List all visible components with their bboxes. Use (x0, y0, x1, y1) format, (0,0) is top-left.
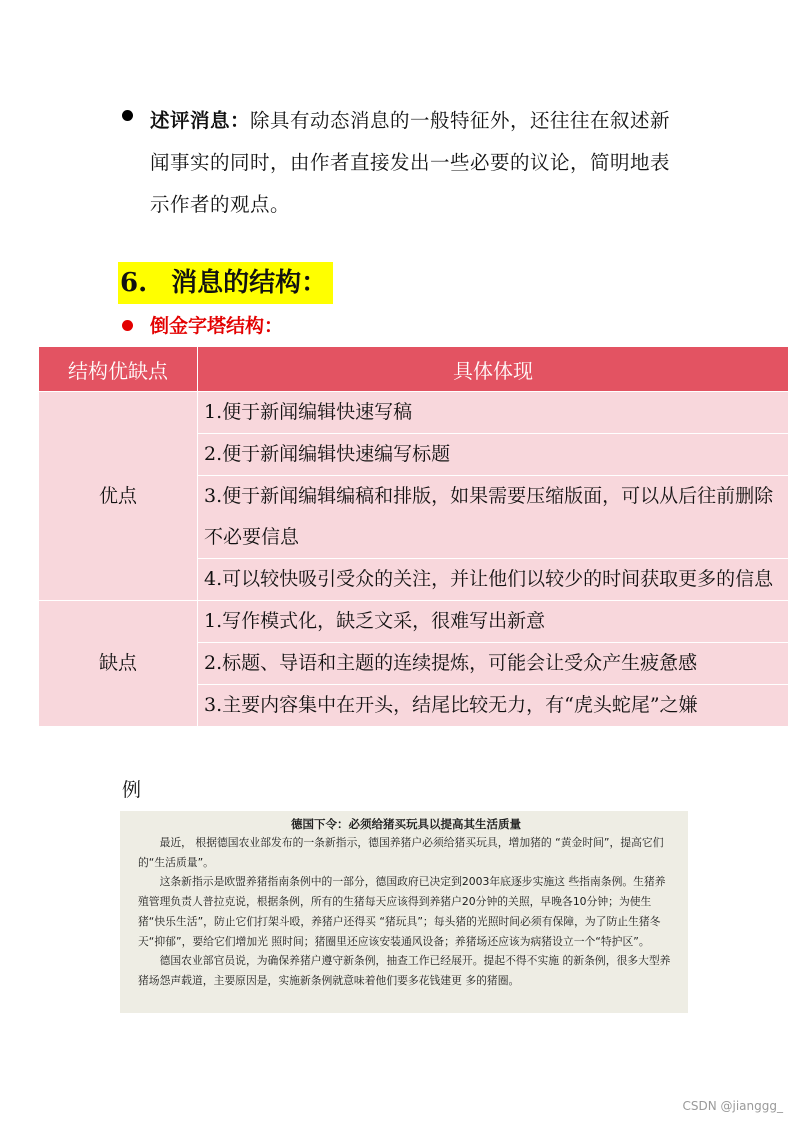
bullet-paragraph (150, 100, 682, 226)
pros-item-4: 4.可以较快吸引受众的关注，并让他们以较少的时间获取更多的信息 (198, 559, 789, 601)
news-paragraph-3: 德国农业部官员说，为确保养猪户遵守新条例，抽查工作已经展开。提起不得不实施 的新条例，很多大型养猪场怨声载道，主要原因是，实施新条例就意味着他们要多花钱建更 多的猪圈。 (138, 954, 671, 987)
section-number: 6. (120, 268, 148, 298)
inverted-pyramid-bullet (122, 313, 283, 339)
commentary-news-bullet (122, 100, 682, 226)
news-title: 德国下令：必须给猪买玩具以提高其生活质量 (291, 817, 521, 831)
section-title: 消息的结构： (171, 268, 328, 298)
bullet-body: 除具有动态消息的一般特征外，还往往在叙述新闻事实的同时，由作者直接发出一些必要的议论，简明地表示作者的观点。 (150, 109, 671, 216)
header-details: 具体体现 (198, 347, 789, 392)
header-pros-cons: 结构优缺点 (39, 347, 198, 392)
inverted-pyramid-label: 倒金字塔结构： (150, 315, 284, 337)
table-row (39, 392, 789, 434)
section-heading (118, 262, 333, 304)
pros-label: 优点 (39, 392, 198, 601)
table-header-row (39, 347, 789, 392)
bullet-term: 述评消息： (150, 109, 251, 132)
news-paragraph-1: 最近， 根据德国农业部发布的一条新指示，德国养猪户必须给猪买玩具，增加猪的 “黄金时间”，提高它们的“生活质量”。 (138, 836, 664, 869)
pros-item-3: 3.便于新闻编辑编稿和排版，如果需要压缩版面，可以从后往前删除不必要信息 (198, 476, 789, 559)
cons-item-2: 2.标题、导语和主题的连续提炼，可能会让受众产生疲惫感 (198, 643, 789, 685)
cons-item-1: 1.写作模式化，缺乏文采，很难写出新意 (198, 601, 789, 643)
pros-item-2: 2.便于新闻编辑快速编写标题 (198, 434, 789, 476)
bullet-icon (122, 110, 133, 121)
structure-table (38, 346, 789, 727)
cons-item-3: 3.主要内容集中在开头，结尾比较无力，有“虎头蛇尾”之嫌 (198, 685, 789, 727)
news-paragraph-2: 这条新指示是欧盟养猪指南条例中的一部分，德国政府已决定到2003年底逐步实施这 些指南条例。生猪养殖管理负责人普拉克说，根据条例，所有的生猪每天应该得到养猪户20分钟的关照，早晚各10分钟；为使生猪“快乐生活”，防止它们打架斗殴，养猪户还得买 “猪玩具”；每头猪的光照时间必须有保障，为了防止生猪冬天“抑郁”，要给它们增加光 照时间；猪圈里还应该安装通风设备；养猪场还应该为病猪设立一个“特护区”。 (138, 875, 666, 948)
table-row (39, 601, 789, 643)
example-label: 例 (122, 779, 142, 801)
pros-item-1: 1.便于新闻编辑快速写稿 (198, 392, 789, 434)
red-bullet-icon (122, 320, 133, 331)
cons-label: 缺点 (39, 601, 198, 727)
csdn-watermark: CSDN @jianggg_ (682, 1099, 783, 1113)
news-article-image (120, 811, 688, 1013)
